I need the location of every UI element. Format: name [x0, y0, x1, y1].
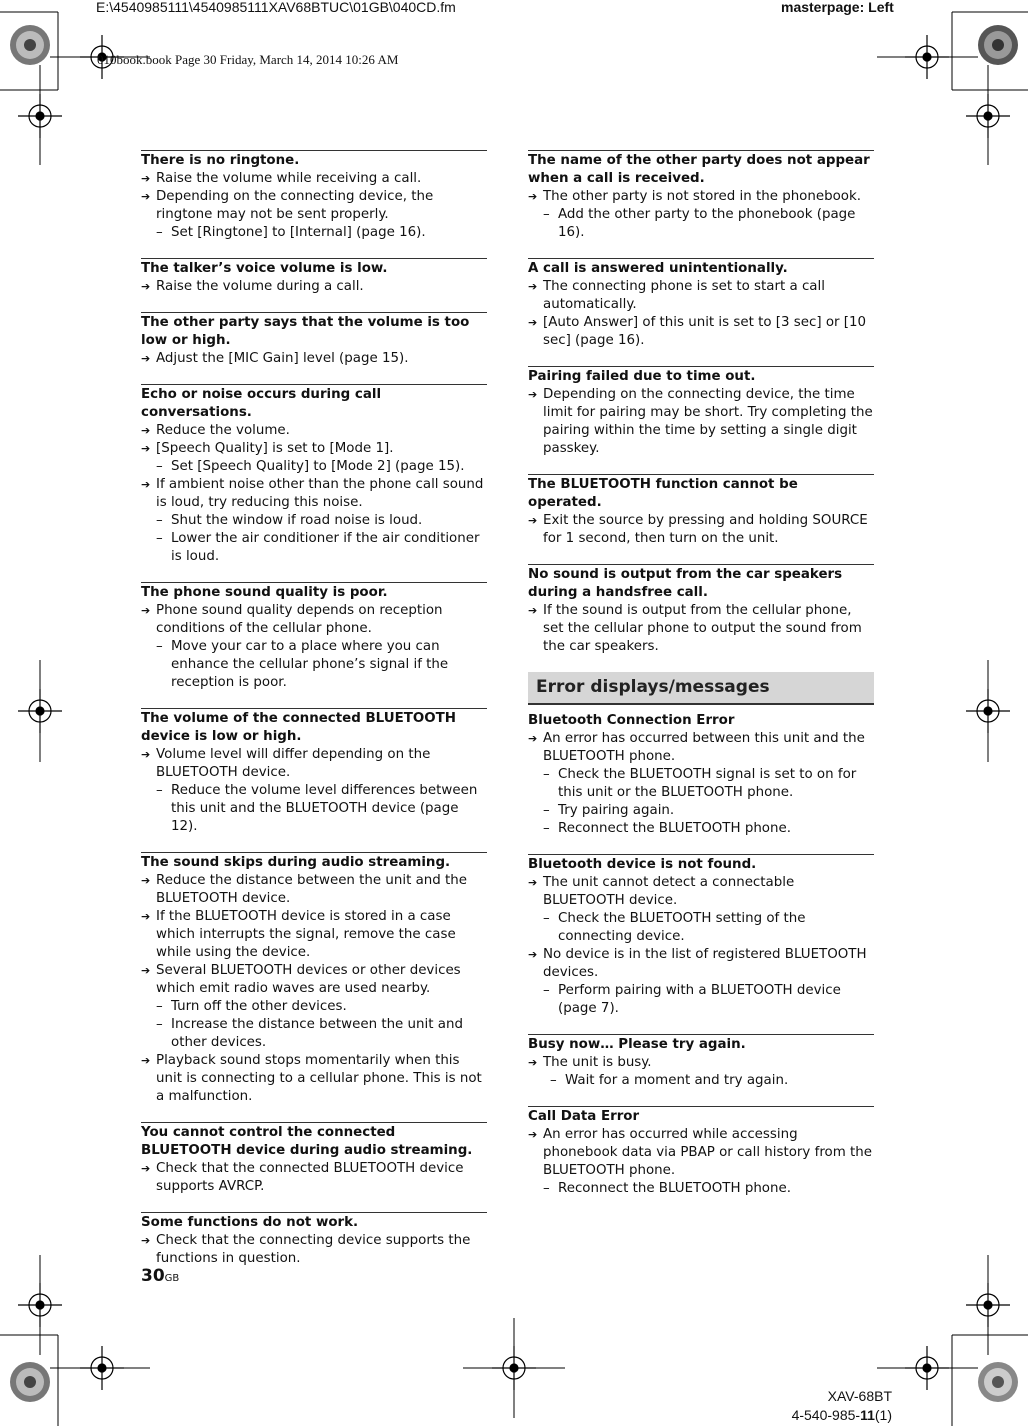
solution-item: [141, 440, 487, 458]
troubleshooting-section: [528, 258, 874, 350]
solution-text: Playback sound stops momentarily when this unit is connecting to a cellular phone. This is not a malfunction.: [156, 1053, 482, 1104]
dash-icon: –: [543, 983, 550, 998]
sub-solution: [528, 1072, 874, 1090]
arrow-icon: ➔: [528, 876, 538, 889]
solution-item: [141, 350, 487, 368]
solution-text: Raise the volume during a call.: [156, 279, 364, 294]
sub-solution-text: Wait for a moment and try again.: [565, 1073, 789, 1088]
arrow-icon: ➔: [141, 604, 151, 617]
arrow-icon: ➔: [141, 280, 151, 293]
masterpage-label: masterpage: Left: [781, 0, 894, 15]
solution-text: Reduce the volume.: [156, 423, 290, 438]
solution-text: The connecting phone is set to start a call automatically.: [543, 279, 825, 312]
solution-item: [141, 422, 487, 440]
troubleshooting-section: [141, 384, 487, 566]
solution-text: Several BLUETOOTH devices or other devices which emit radio waves are used nearby.: [156, 963, 461, 996]
section-title: Some functions do not work.: [141, 1215, 359, 1230]
sub-solution-text: Add the other party to the phonebook (page 16).: [558, 207, 856, 240]
solution-item: [528, 1126, 874, 1180]
sub-solution: [528, 910, 874, 946]
section-title: The other party says that the volume is too low or high.: [141, 315, 470, 348]
sub-solution-text: Set [Speech Quality] to [Mode 2] (page 15).: [171, 459, 465, 474]
arrow-icon: ➔: [141, 748, 151, 761]
sub-solution-text: Perform pairing with a BLUETOOTH device (page 7).: [558, 983, 841, 1016]
page-number-value: 30: [141, 1266, 165, 1286]
solution-text: Phone sound quality depends on reception conditions of the cellular phone.: [156, 603, 443, 636]
book-info-line: 010book.book Page 30 Friday, March 14, 2014 10:26 AM: [97, 52, 399, 67]
solution-item: [141, 962, 487, 998]
solution-item: [141, 1232, 487, 1268]
solution-text: Adjust the [MIC Gain] level (page 15).: [156, 351, 409, 366]
solution-text: Depending on the connecting device, the ringtone may not be sent properly.: [156, 189, 434, 222]
sub-solution-text: Reconnect the BLUETOOTH phone.: [558, 1181, 791, 1196]
troubleshooting-section: [528, 564, 874, 656]
section-title: No sound is output from the car speakers during a handsfree call.: [528, 567, 843, 600]
solution-item: [528, 314, 874, 350]
section-title: There is no ringtone.: [141, 153, 300, 168]
solution-text: The other party is not stored in the phonebook.: [543, 189, 861, 204]
sub-solution: [528, 802, 874, 820]
arrow-icon: ➔: [141, 442, 151, 455]
arrow-icon: ➔: [141, 1054, 151, 1067]
solution-text: If ambient noise other than the phone call sound is loud, try reducing this noise.: [156, 477, 484, 510]
section-title: Pairing failed due to time out.: [528, 369, 756, 384]
solution-item: [141, 908, 487, 962]
sub-solution: [141, 458, 487, 476]
solution-item: [141, 1052, 487, 1106]
section-title: The volume of the connected BLUETOOTH device is low or high.: [141, 711, 456, 744]
solution-text: Check that the connected BLUETOOTH device supports AVRCP.: [156, 1161, 464, 1194]
solution-text: Raise the volume while receiving a call.: [156, 171, 422, 186]
dash-icon: –: [156, 783, 163, 798]
model-name: XAV-68BT: [827, 1388, 892, 1404]
arrow-icon: ➔: [528, 948, 538, 961]
dash-icon: –: [156, 999, 163, 1014]
section-title: Echo or noise occurs during call conversations.: [141, 387, 382, 420]
section-title: The BLUETOOTH function cannot be operated.: [528, 477, 798, 510]
solution-item: [528, 188, 874, 206]
part-number: [700, 1407, 892, 1423]
sub-solution-text: Check the BLUETOOTH signal is set to on for this unit or the BLUETOOTH phone.: [558, 767, 857, 800]
file-path-header: E:\4540985111\4540985111XAV68BTUC\01GB\040CD.fm: [96, 0, 456, 15]
sub-solution: [141, 224, 487, 242]
error-sections: [528, 711, 874, 1198]
troubleshooting-section: [528, 474, 874, 548]
solution-item: [528, 278, 874, 314]
sub-solution: [528, 982, 874, 1018]
solution-text: Check that the connecting device supports the functions in question.: [156, 1233, 471, 1266]
solution-item: [141, 602, 487, 638]
arrow-icon: ➔: [141, 424, 151, 437]
left-column: [141, 150, 487, 1284]
troubleshooting-section: [141, 852, 487, 1106]
arrow-icon: ➔: [141, 964, 151, 977]
solution-item: [528, 512, 874, 548]
solution-item: [528, 386, 874, 458]
solution-text: [Speech Quality] is set to [Mode 1].: [156, 441, 394, 456]
dash-icon: –: [156, 513, 163, 528]
solution-text: The unit cannot detect a connectable BLUETOOTH device.: [543, 875, 795, 908]
solution-item: [528, 602, 874, 656]
troubleshooting-section: [141, 1212, 487, 1268]
arrow-icon: ➔: [141, 478, 151, 491]
solution-text: Volume level will differ depending on the BLUETOOTH device.: [156, 747, 431, 780]
troubleshooting-section: [528, 150, 874, 242]
arrow-icon: ➔: [528, 732, 538, 745]
section-title: Bluetooth Connection Error: [528, 713, 735, 728]
page-suffix: GB: [164, 1273, 180, 1284]
sub-solution: [141, 530, 487, 566]
sub-solution: [528, 1180, 874, 1198]
sub-solution-text: Reduce the volume level differences between this unit and the BLUETOOTH device (page 12).: [171, 783, 478, 834]
arrow-icon: ➔: [528, 514, 538, 527]
arrow-icon: ➔: [141, 1234, 151, 1247]
troubleshooting-section: [528, 854, 874, 1018]
sub-solution: [528, 206, 874, 242]
troubleshooting-section: [528, 711, 874, 838]
arrow-icon: ➔: [528, 1056, 538, 1069]
sub-solution-text: Reconnect the BLUETOOTH phone.: [558, 821, 791, 836]
troubleshooting-section: [141, 1122, 487, 1196]
troubleshooting-section: [141, 708, 487, 836]
solution-text: [Auto Answer] of this unit is set to [3 sec] or [10 sec] (page 16).: [543, 315, 867, 348]
arrow-icon: ➔: [141, 874, 151, 887]
dash-icon: –: [543, 767, 550, 782]
dash-icon: –: [550, 1073, 557, 1088]
solution-text: The unit is busy.: [543, 1055, 652, 1070]
sub-solution: [141, 782, 487, 836]
sub-solution-text: Turn off the other devices.: [171, 999, 347, 1014]
troubleshooting-section: [141, 150, 487, 242]
sub-solution-text: Lower the air conditioner if the air conditioner is loud.: [171, 531, 480, 564]
arrow-icon: ➔: [141, 910, 151, 923]
dash-icon: –: [543, 821, 550, 836]
solution-item: [528, 946, 874, 982]
dash-icon: –: [543, 803, 550, 818]
page-number: [141, 1266, 179, 1286]
arrow-icon: ➔: [141, 352, 151, 365]
sub-solution-text: Increase the distance between the unit and other devices.: [171, 1017, 463, 1050]
dash-icon: –: [156, 531, 163, 546]
solution-text: No device is in the list of registered BLUETOOTH devices.: [543, 947, 867, 980]
solution-item: [528, 1054, 874, 1072]
sub-solution: [141, 998, 487, 1016]
section-title: A call is answered unintentionally.: [528, 261, 788, 276]
section-title: You cannot control the connected BLUETOOTH device during audio streaming.: [141, 1125, 473, 1158]
arrow-icon: ➔: [141, 190, 151, 203]
troubleshooting-sections-right: [528, 150, 874, 656]
dash-icon: –: [156, 639, 163, 654]
section-title: The phone sound quality is poor.: [141, 585, 388, 600]
troubleshooting-section: [528, 1034, 874, 1090]
sub-solution-text: Set [Ringtone] to [Internal] (page 16).: [171, 225, 426, 240]
part-prefix: 4-540-985-: [791, 1407, 861, 1423]
dash-icon: –: [543, 911, 550, 926]
troubleshooting-section: [141, 312, 487, 368]
sub-solution: [141, 1016, 487, 1052]
section-title: The talker’s voice volume is low.: [141, 261, 388, 276]
sub-solution: [528, 820, 874, 838]
section-title: The name of the other party does not appear when a call is received.: [528, 153, 870, 186]
section-title: Busy now… Please try again.: [528, 1037, 746, 1052]
section-title: Bluetooth device is not found.: [528, 857, 757, 872]
solution-text: If the BLUETOOTH device is stored in a case which interrupts the signal, remove the case while using the device.: [156, 909, 456, 960]
solution-text: Depending on the connecting device, the time limit for pairing may be short. Try completing the pairing within the time by setting a single digit passkey.: [543, 387, 873, 456]
arrow-icon: ➔: [528, 388, 538, 401]
troubleshooting-section: [528, 366, 874, 458]
arrow-icon: ➔: [528, 316, 538, 329]
right-column: [528, 150, 874, 1214]
sub-solution: [141, 638, 487, 692]
arrow-icon: ➔: [141, 172, 151, 185]
arrow-icon: ➔: [528, 190, 538, 203]
solution-item: [141, 476, 487, 512]
dash-icon: –: [543, 1181, 550, 1196]
arrow-icon: ➔: [141, 1162, 151, 1175]
solution-text: If the sound is output from the cellular phone, set the cellular phone to output the sound from the car speakers.: [543, 603, 862, 654]
solution-item: [141, 188, 487, 224]
solution-item: [528, 874, 874, 910]
error-messages-heading: Error displays/messages: [536, 677, 770, 697]
solution-item: [141, 746, 487, 782]
solution-text: Exit the source by pressing and holding SOURCE for 1 second, then turn on the unit.: [543, 513, 868, 546]
error-messages-banner: [528, 672, 874, 705]
sub-solution: [528, 766, 874, 802]
solution-text: An error has occurred between this unit and the BLUETOOTH phone.: [543, 731, 865, 764]
solution-item: [141, 872, 487, 908]
arrow-icon: ➔: [528, 1128, 538, 1141]
part-suffix: (1): [874, 1407, 892, 1423]
sub-solution-text: Check the BLUETOOTH setting of the connecting device.: [558, 911, 806, 944]
dash-icon: –: [156, 459, 163, 474]
dash-icon: –: [156, 1017, 163, 1032]
solution-item: [141, 1160, 487, 1196]
solution-item: [141, 170, 487, 188]
section-title: Call Data Error: [528, 1109, 640, 1124]
troubleshooting-section: [528, 1106, 874, 1198]
sub-solution: [141, 512, 487, 530]
arrow-icon: ➔: [528, 604, 538, 617]
solution-item: [141, 278, 487, 296]
section-title: The sound skips during audio streaming.: [141, 855, 451, 870]
troubleshooting-section: [141, 258, 487, 296]
sub-solution-text: Shut the window if road noise is loud.: [171, 513, 423, 528]
solution-text: Reduce the distance between the unit and the BLUETOOTH device.: [156, 873, 468, 906]
sub-solution-text: Move your car to a place where you can enhance the cellular phone’s signal if the reception is poor.: [171, 639, 449, 690]
troubleshooting-section: [141, 582, 487, 692]
solution-text: An error has occurred while accessing phonebook data via PBAP or call history from the BLUETOOTH phone.: [543, 1127, 873, 1178]
dash-icon: –: [543, 207, 550, 222]
dash-icon: –: [156, 225, 163, 240]
part-bold: 11: [860, 1407, 875, 1423]
arrow-icon: ➔: [528, 280, 538, 293]
solution-item: [528, 730, 874, 766]
sub-solution-text: Try pairing again.: [558, 803, 675, 818]
